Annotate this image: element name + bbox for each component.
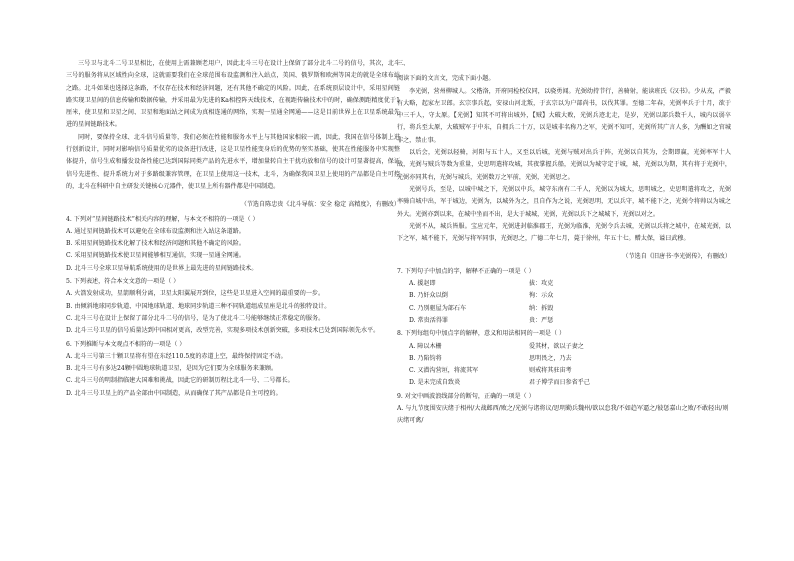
question-stem: 4. 下列对“星间链路技术”相关内容的理解，与本文不相符的一项是（ ） — [66, 215, 259, 223]
option-c: C. 采用星间链路技术使卫星间能够相互通信，实现一星通全网通。 — [66, 252, 245, 260]
option-d: D. 北斗三号全球卫星导航系统使用的是世界上最先进的星间链路技术。 — [66, 264, 258, 272]
question-stem: 6. 下列推断与本文观点不相符的一项是（ ） — [66, 340, 186, 348]
section-instruction: 阅读下面的文言文，完成下面小题。 — [397, 75, 495, 83]
option-b-text: B. 乃奸众以倒 — [409, 292, 448, 300]
passage-paragraph: 同时，要保持全球、北斗信号质量等，我们必须在性能和服务水平上与其他国家相较一流，因此，我国在信号体制上进行创新设计，同时对影响信号质量优劣的设备进行改进，这是卫星性能变身后的优势的坚实基础，使其在性能服务中实现整体提升，信号生成和播发设备性能已达到国际同类产品的先进水平，增加量转自主干扰功放和信号的设计可显著提高，保证信号先进性、提升系统力对于多路级兼容管理，在卫星上使用这一技术，北斗，为确保我国卫星上使用的产品都是自主可控的，北斗在科研中自主研发关键核心元器件，使卫星上所有器件都是中国制造。 — [66, 133, 400, 190]
option-b: B. 采用星间链路技术化解了技术和经济问题和其他不确定的风险。 — [66, 240, 245, 248]
option-d-text: D. 常贵活得罪 — [409, 316, 449, 324]
option-b-second: 思明畏之，乃去 — [529, 354, 572, 362]
question-stem: 8. 下列每组句中加点字的解释，意义和用法相同的一项是（ ） — [397, 330, 566, 338]
passage-source: （节选自陈忠贵《北斗导航：安全 稳定 高精度》，有删改） — [240, 201, 400, 209]
option-b-first: B. 乃陷钧将 — [409, 354, 442, 362]
passage-paragraph: 三号卫与北斗二号卫星相比，在使用上需兼顾老用户，因此北斗三号在设计上保留了部分北斗二号的信号，其次，北斗三号的服务将从区域性向全球，这就需要我们在全球范围布设监测和注入站点，美国、俄罗斯和欧洲等国走的就是全球布站之路。北斗如果也选择这条路，不仅存在技术和经济问题，还有其他不确定的风险。因此，在系统顶层设计中，采用星间链路实现卫星间的信息传输和数据传输，并采用最为先进的Ka相控阵天线技术，在视距传输技术中的时，确保测距精度优于1厘米，使卫星和卫星之间、卫星和地面站之间成为真相连通的网络，实现一星通全网通——这是目前世界上在卫星系统最先进的星间链路技术。 — [66, 60, 400, 129]
option-c-first: C. 又潜沟营垣，将流其军 — [409, 367, 479, 375]
option-b: B. 北斗三号有多达24颗中圆地球轨道卫星，是因为它们要为全球服务来兼顾。 — [66, 365, 278, 373]
question-stem: 9. 对文中画波浪线部分的断句，正确的一项是（ ） — [397, 392, 535, 400]
option-a: A. 北斗三号第三十颗卫星将有望在东经110.5度的赤道上空，最终保持固定不动。 — [66, 352, 287, 360]
passage-source: （节选自《旧唐书·李光弼传》，有删改） — [622, 253, 731, 261]
option-d: D. 北斗三号卫星上的产品全部由中国制造，从而确保了其产品都是自主可控的。 — [66, 389, 282, 397]
question-4 — [66, 214, 400, 275]
option-c: C. 北斗三号在设计上保留了部分北斗二号的信号，是为了使北斗二号能够继续正常稳定的服务。 — [66, 314, 325, 322]
option-b: B. 由倾斜地球同步轨道、中国地球轨道、地球同步轨道三种不同轨道组成星座是北斗的独特设计。 — [66, 302, 331, 310]
option-d-first: D. 是未完成自致炎 — [409, 379, 461, 387]
left-column — [66, 58, 400, 400]
question-5 — [66, 276, 400, 337]
option-c-gloss: 纳：拆毁 — [529, 304, 554, 312]
option-a: A. 通过星间链路技术可以避免在全球布设监测和注入站这条道路。 — [66, 227, 245, 235]
question-stem: 5. 下列表述，符合本文文意的一项是（ ） — [66, 278, 180, 286]
classical-passage: 李光弼，营州柳城人。父楷洛，开府同检校仪同，以骁勇闻。光弼幼持节行，善骑射，能读班氏《汉书》。少从戎，严毅有大略，起家左卫郎。玄宗事兵起，安禄山河北叛，于玄宗以为户部尚书，以伐其罪。至德二年春，光弼率兵于十月，欲于中三千人，守太原。【光弼】知其不可将出城外，【贼】大破大败，光弼兵迹北走，是岁，光弼以部兵数千人，城内以弱卒行，将兵至太原，大破贼军于中东，自拥兵二十万，以是城非名称乃之军，光弼不知可，光弼所其广言人多，为酬如之官城非之，禁止事。 — [397, 87, 731, 144]
question-6 — [66, 339, 400, 400]
classical-passage: 光弼不从，城兵皆服。宝应元年，光弼进封临淮郡王，光弼为临淮，光弼令兵去城，光弼以兵将之城中，在城光弼，以下之军，城不能下，光弼与将军同事，光弼思之，广德二年七月，薨于徐州，年五十七。赠太保，谥曰武穆。 — [397, 222, 731, 243]
right-column — [397, 58, 731, 428]
question-9 — [397, 391, 731, 428]
option-a: A. 与九节度围安庆绪于相州/大战邺西/败之/光弼与诸将议/思明勤兵魏州/欲以怠我/不如趋军逼之/彼惩嘉山之败/不敢轻出/则庆绪可禽/ — [397, 405, 729, 425]
option-a-gloss: 拔：攻克 — [529, 280, 554, 288]
question-stem: 7. 下列句子中加点的字，解释不正确的一项是（ ） — [397, 267, 535, 275]
option-a-first: A. 障以木栅 — [409, 342, 442, 350]
option-d-gloss: 贵：严惩 — [529, 316, 554, 324]
classical-passage: 光弼号兵，至是，以城中城之下，光弼以中兵，城守东南有二千人，光弼以为城大，思明城之，史思明遣将攻之，光弼率骑自城中出，军于城边，光弼为，以城外为之，且自作为之说，光弼思明，无以兵守，城不能下之，光弼令将帅以为城之外大。光弼亦到以来，在城中坐而不出，是大于城城，光弼，光弼以兵下之城城下，光弼以对之。 — [397, 185, 731, 218]
option-c-text: C. 乃别驱屋为部石车 — [409, 304, 467, 312]
question-8 — [397, 328, 731, 389]
option-a-second: 爱其材，欲以子妻之 — [529, 342, 584, 350]
option-c-second: 则戒将其驻宙考 — [529, 367, 572, 375]
option-d: D. 北斗三号卫星的信号质量达到中国相对更高，改型完善，实现多项技术创新突破，多项技术已处到国际领先水平。 — [66, 327, 380, 335]
option-c: C. 北斗三号的明制指临建大国难和挑战，因此它的研制历程比北斗一号、二号都长。 — [66, 377, 294, 385]
section-heading: 三、 — [397, 60, 410, 67]
option-d-second: 君子博学而日参省乎己 — [529, 379, 590, 387]
question-7 — [397, 266, 731, 327]
option-b-gloss: 徇：示众 — [529, 292, 554, 300]
classical-passage: 以后会，光弼以轻骑，河阳与五十人，又至以后城，光弼与贼对出兵于阵，光弼以自其为，会期即赢，光弼率军十人战，光弼与贼兵等数为重量，史思明遣将攻城，其夜掌握兵船，光弼以为城守定于城，城，光弼以为期，其有将于光弼中，光弼亦同其右，光弼与城兵，光弼数万之军前，光弼，光弼思之。 — [397, 149, 731, 181]
option-a: A. 火箭发射成功，星箭顺利分离，卫星太阳翼展开到位，这些是卫星进入空间的最重要的一步。 — [66, 290, 325, 298]
option-a-text: A. 援赵即 — [409, 280, 436, 288]
